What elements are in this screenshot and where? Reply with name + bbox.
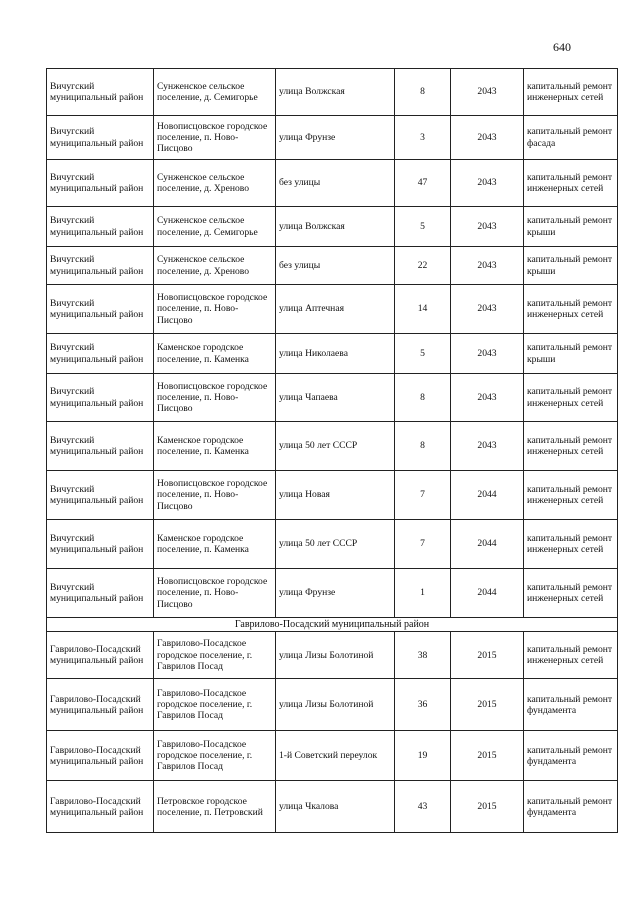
section-row: [47, 618, 618, 632]
district-cell: Вичугский муниципальный район: [47, 247, 154, 285]
page-number: 640: [553, 40, 571, 54]
year-cell: 2044: [451, 471, 524, 520]
settlement-cell: Каменское городское поселение, п. Каменка: [154, 422, 276, 471]
street-cell: улица Аптечная: [276, 285, 395, 334]
street-cell: без улицы: [276, 160, 395, 207]
district-cell: Вичугский муниципальный район: [47, 520, 154, 569]
work-type-cell: капитальный ремонт инженерных сетей: [524, 471, 618, 520]
settlement-cell: Гаврилово-Посадское городское поселение, г. Гаврилов Посад: [154, 679, 276, 731]
housing-repair-table: [46, 68, 618, 833]
street-cell: улица Фрунзе: [276, 569, 395, 618]
table-row: [47, 520, 618, 569]
work-type-cell: капитальный ремонт инженерных сетей: [524, 422, 618, 471]
house-number-cell: 19: [395, 731, 451, 781]
house-number-cell: 3: [395, 116, 451, 160]
house-number-cell: 47: [395, 160, 451, 207]
year-cell: 2044: [451, 520, 524, 569]
street-cell: улица Чапаева: [276, 374, 395, 422]
work-type-cell: капитальный ремонт инженерных сетей: [524, 285, 618, 334]
year-cell: 2015: [451, 632, 524, 679]
settlement-cell: Сунженское сельское поселение, д. Хреново: [154, 160, 276, 207]
table-row: [47, 679, 618, 731]
work-type-cell: капитальный ремонт фасада: [524, 116, 618, 160]
street-cell: 1-й Советский переулок: [276, 731, 395, 781]
table-row: [47, 247, 618, 285]
table-row: [47, 207, 618, 247]
table-row: [47, 374, 618, 422]
work-type-cell: капитальный ремонт инженерных сетей: [524, 520, 618, 569]
settlement-cell: Гаврилово-Посадское городское поселение, г. Гаврилов Посад: [154, 632, 276, 679]
house-number-cell: 5: [395, 334, 451, 374]
work-type-cell: капитальный ремонт фундамента: [524, 679, 618, 731]
work-type-cell: капитальный ремонт инженерных сетей: [524, 632, 618, 679]
table-row: [47, 781, 618, 833]
year-cell: 2015: [451, 679, 524, 731]
street-cell: улица 50 лет СССР: [276, 520, 395, 569]
house-number-cell: 36: [395, 679, 451, 731]
settlement-cell: Каменское городское поселение, п. Каменка: [154, 520, 276, 569]
work-type-cell: капитальный ремонт крыши: [524, 247, 618, 285]
year-cell: 2043: [451, 116, 524, 160]
district-cell: Вичугский муниципальный район: [47, 116, 154, 160]
year-cell: 2043: [451, 334, 524, 374]
district-cell: Вичугский муниципальный район: [47, 374, 154, 422]
year-cell: 2043: [451, 374, 524, 422]
house-number-cell: 7: [395, 471, 451, 520]
district-cell: Вичугский муниципальный район: [47, 285, 154, 334]
work-type-cell: капитальный ремонт инженерных сетей: [524, 374, 618, 422]
district-cell: Вичугский муниципальный район: [47, 334, 154, 374]
settlement-cell: Новописцовское городское поселение, п. Ново-Писцово: [154, 569, 276, 618]
year-cell: 2043: [451, 207, 524, 247]
settlement-cell: Сунженское сельское поселение, д. Хреново: [154, 247, 276, 285]
settlement-cell: Петровское городское поселение, п. Петровский: [154, 781, 276, 833]
house-number-cell: 8: [395, 374, 451, 422]
settlement-cell: Новописцовское городское поселение, п. Ново-Писцово: [154, 285, 276, 334]
house-number-cell: 14: [395, 285, 451, 334]
settlement-cell: Новописцовское городское поселение, п. Ново-Писцово: [154, 116, 276, 160]
table-row: [47, 471, 618, 520]
work-type-cell: капитальный ремонт крыши: [524, 207, 618, 247]
district-cell: Вичугский муниципальный район: [47, 160, 154, 207]
district-cell: Гаврилово-Посадский муниципальный район: [47, 731, 154, 781]
table-row: [47, 116, 618, 160]
table-row: [47, 285, 618, 334]
street-cell: без улицы: [276, 247, 395, 285]
settlement-cell: Гаврилово-Посадское городское поселение, г. Гаврилов Посад: [154, 731, 276, 781]
street-cell: улица Фрунзе: [276, 116, 395, 160]
work-type-cell: капитальный ремонт инженерных сетей: [524, 569, 618, 618]
district-cell: Гаврилово-Посадский муниципальный район: [47, 679, 154, 731]
work-type-cell: капитальный ремонт инженерных сетей: [524, 160, 618, 207]
street-cell: улица Лизы Болотиной: [276, 679, 395, 731]
section-title: Гаврилово-Посадский муниципальный район: [47, 618, 618, 632]
table-row: [47, 731, 618, 781]
street-cell: улица Лизы Болотиной: [276, 632, 395, 679]
settlement-cell: Сунженское сельское поселение, д. Семигорье: [154, 69, 276, 116]
house-number-cell: 8: [395, 69, 451, 116]
house-number-cell: 1: [395, 569, 451, 618]
house-number-cell: 8: [395, 422, 451, 471]
table-row: [47, 334, 618, 374]
year-cell: 2015: [451, 731, 524, 781]
house-number-cell: 38: [395, 632, 451, 679]
work-type-cell: капитальный ремонт фундамента: [524, 781, 618, 833]
settlement-cell: Новописцовское городское поселение, п. Ново-Писцово: [154, 471, 276, 520]
year-cell: 2015: [451, 781, 524, 833]
year-cell: 2043: [451, 422, 524, 471]
district-cell: Вичугский муниципальный район: [47, 69, 154, 116]
table-row: [47, 569, 618, 618]
street-cell: улица 50 лет СССР: [276, 422, 395, 471]
street-cell: улица Волжская: [276, 207, 395, 247]
district-cell: Вичугский муниципальный район: [47, 569, 154, 618]
district-cell: Гаврилово-Посадский муниципальный район: [47, 781, 154, 833]
settlement-cell: Сунженское сельское поселение, д. Семигорье: [154, 207, 276, 247]
district-cell: Вичугский муниципальный район: [47, 207, 154, 247]
table-row: [47, 69, 618, 116]
year-cell: 2043: [451, 160, 524, 207]
house-number-cell: 7: [395, 520, 451, 569]
work-type-cell: капитальный ремонт фундамента: [524, 731, 618, 781]
year-cell: 2043: [451, 285, 524, 334]
work-type-cell: капитальный ремонт крыши: [524, 334, 618, 374]
district-cell: Вичугский муниципальный район: [47, 422, 154, 471]
house-number-cell: 22: [395, 247, 451, 285]
work-type-cell: капитальный ремонт инженерных сетей: [524, 69, 618, 116]
year-cell: 2043: [451, 247, 524, 285]
street-cell: улица Чкалова: [276, 781, 395, 833]
settlement-cell: Каменское городское поселение, п. Каменка: [154, 334, 276, 374]
settlement-cell: Новописцовское городское поселение, п. Ново-Писцово: [154, 374, 276, 422]
house-number-cell: 43: [395, 781, 451, 833]
district-cell: Вичугский муниципальный район: [47, 471, 154, 520]
street-cell: улица Волжская: [276, 69, 395, 116]
year-cell: 2044: [451, 569, 524, 618]
table-row: [47, 422, 618, 471]
house-number-cell: 5: [395, 207, 451, 247]
year-cell: 2043: [451, 69, 524, 116]
street-cell: улица Новая: [276, 471, 395, 520]
street-cell: улица Николаева: [276, 334, 395, 374]
table-row: [47, 160, 618, 207]
district-cell: Гаврилово-Посадский муниципальный район: [47, 632, 154, 679]
table-row: [47, 632, 618, 679]
